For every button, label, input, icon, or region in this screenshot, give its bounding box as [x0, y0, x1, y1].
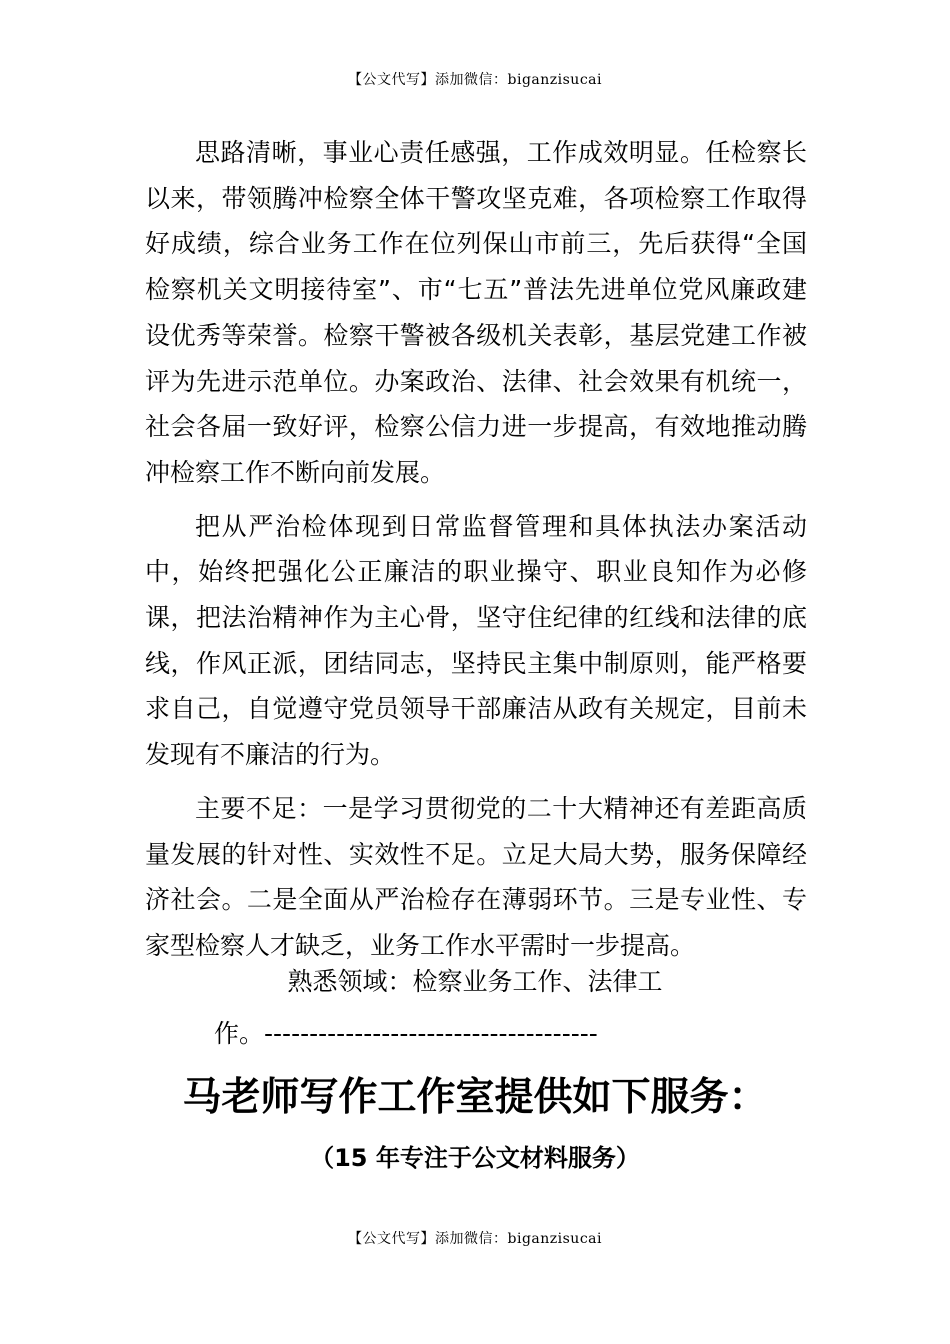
paragraph-performance: 思路清晰，事业心责任感强，工作成效明显。任检察长以来，带领腾冲检察全体干警攻坚克难，各项检察工作取得好成绩，综合业务工作在位列保山市前三，先后获得“全国检察机关文明接待室”、市“七五”普法先进单位党风廉政建设优秀等荣誉。检察干警被各级机关表彰，基层党建工作被评为先进示范单位。办案政治、法律、社会效果有机统一，社会各届一致好评，检察公信力进一步提高，有效地推动腾冲检察工作不断向前发展。 — [145, 138, 807, 487]
page-header: 【公文代写】添加微信：biganzisucai — [348, 72, 602, 88]
paragraph-integrity: 把从严治检体现到日常监督管理和具体执法办案活动中，始终把强化公正廉洁的职业操守、职业良知作为必修课，把法治精神作为主心骨，坚守住纪律的红线和法律的底线，作风正派，团结同志，坚持民主集中制原则，能严格要求自己，自觉遵守党员领导干部廉洁从政有关规定，目前未发现有不廉洁的行为。 — [145, 511, 807, 770]
page-footer: 【公文代写】添加微信：biganzisucai — [348, 1231, 602, 1247]
studio-subtitle: （15 年专注于公文材料服务） — [310, 1144, 640, 1172]
familiar-fields-line: 熟悉领域：检察业务工作、法律工 — [287, 967, 663, 996]
document-body — [145, 130, 807, 977]
studio-title: 马老师写作工作室提供如下服务： — [182, 1075, 768, 1120]
paragraph-shortcomings: 主要不足：一是学习贯彻党的二十大精神还有差距高质量发展的针对性、实效性不足。立足大局大势，服务保障经济社会。二是全面从严治检存在薄弱环节。三是专业性、专家型检察人才缺乏，业务工作水平需时一步提高。 — [145, 793, 807, 960]
familiar-fields-continuation: 作。------------------------------------- — [214, 1019, 598, 1048]
